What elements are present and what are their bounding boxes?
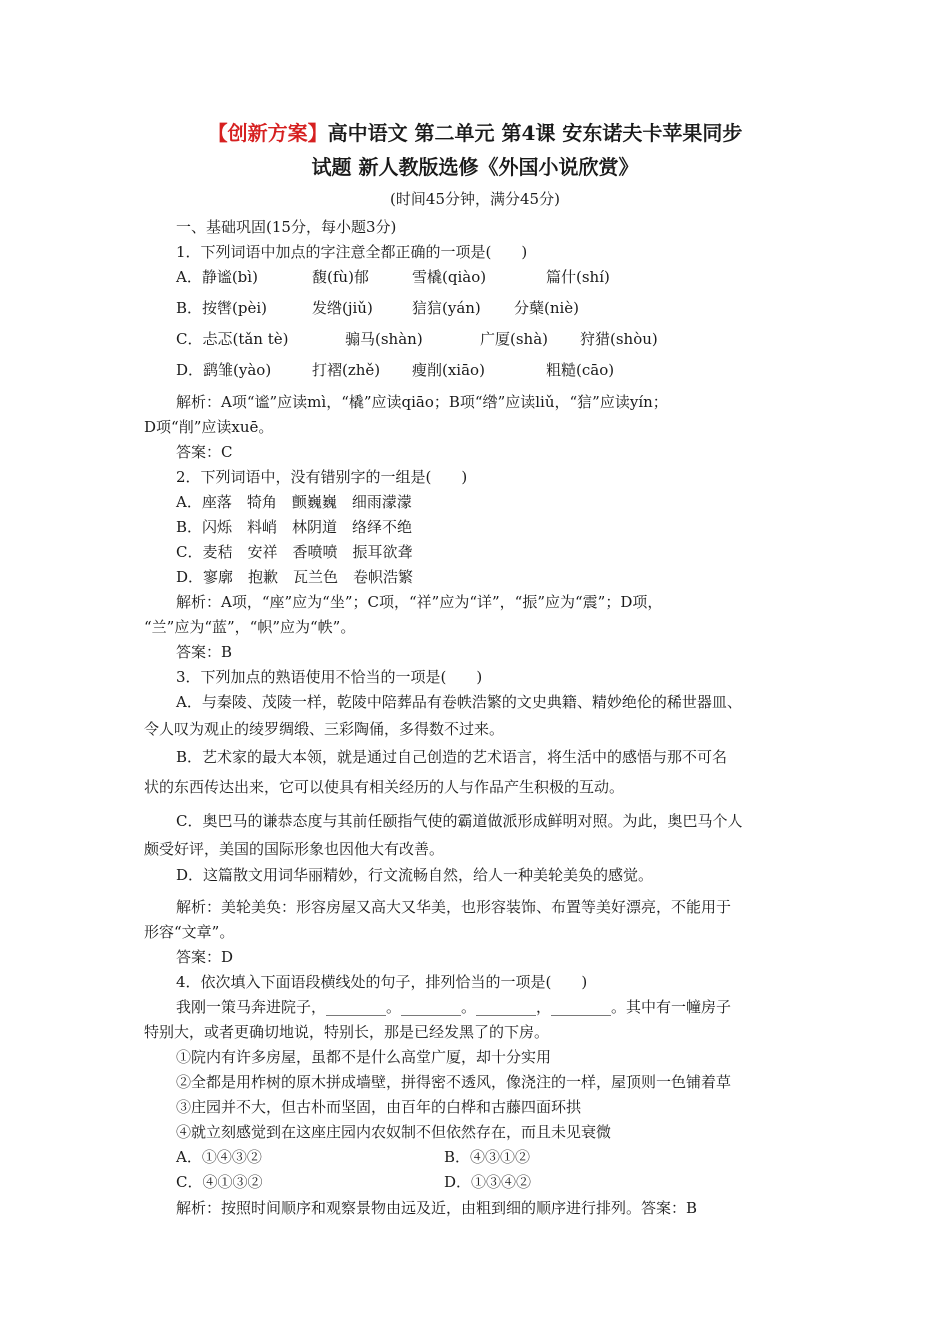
- q3-analysis-1: 解析：美轮美奂：形容房屋又高大又华美，也形容装饰、布置等美好漂亮，不能用于: [176, 898, 732, 916]
- q3-opt-c-2: 颇受好评，美国的国际形象也因他大有改善。: [144, 840, 445, 858]
- q4-sentence-3: ③庄园并不大，但古朴而坚固，由百年的白桦和古藤四面环拱: [176, 1098, 582, 1116]
- q1-opt-a-3: 雪橇(qiào): [412, 268, 487, 286]
- q1-opt-b-4: 分蘖(niè): [514, 299, 580, 317]
- q3-opt-b-1: B．艺术家的最大本领，就是通过自己创造的艺术语言，将生活中的感悟与那不可名: [176, 748, 728, 766]
- q1-opt-b-1: B．按辔(pèi): [176, 299, 268, 317]
- q4-sentence-1: ①院内有许多房屋，虽都不是什么高堂广厦，却十分实用: [176, 1048, 552, 1066]
- q4-sentence-2: ②全都是用柞树的原木拼成墙壁，拼得密不透风，像浇注的一样，屋顶则一色铺着草: [176, 1073, 732, 1091]
- time-score-note: (时间45分钟，满分45分): [390, 190, 560, 208]
- q4-analysis: 解析：按照时间顺序和观察景物由远及近，由粗到细的顺序进行排列。答案：B: [176, 1199, 698, 1217]
- q4-opt-b: B．④③①②: [444, 1148, 531, 1166]
- q1-opt-a-2: 馥(fù)郁: [312, 268, 369, 286]
- title-prefix: 【创新方案】: [207, 121, 328, 145]
- q2-opt-c: C．麦秸 安祥 香喷喷 振耳欲聋: [176, 543, 413, 561]
- document-title-line2: 试题 新人教版选修《外国小说欣赏》: [311, 155, 639, 179]
- q3-answer: 答案：D: [176, 948, 234, 966]
- q4-passage-1: 我刚一策马奔进院子，________。________。________，________。其中有一幢房子: [176, 998, 732, 1016]
- q4-stem: 4．依次填入下面语段横线处的句子，排列恰当的一项是( ): [176, 973, 588, 991]
- q1-opt-c-4: 狩猎(shòu): [580, 330, 658, 348]
- q1-opt-c-1: C．忐忑(tǎn tè): [176, 330, 289, 348]
- q1-opt-d-2: 打褶(zhě): [312, 361, 381, 379]
- q4-passage-2: 特别大，或者更确切地说，特别长，那是已经发黑了的下房。: [144, 1023, 550, 1041]
- q4-sentence-4: ④就立刻感觉到在这座庄园内农奴制不但依然存在，而且未见衰微: [176, 1123, 612, 1141]
- q1-opt-c-2: 骟马(shàn): [345, 330, 423, 348]
- q2-stem: 2．下列词语中，没有错别字的一组是( ): [176, 468, 468, 486]
- title-rest: 高中语文 第二单元 第4课 安东诺夫卡苹果同步: [327, 121, 743, 145]
- q3-opt-b-2: 状的东西传达出来，它可以使具有相关经历的人与作品产生积极的互动。: [144, 778, 625, 796]
- q1-analysis-1: 解析：A项“谧”应读mì，“橇”应读qiāo；B项“绺”应读liǔ，“狺”应读yín；: [176, 393, 668, 411]
- q2-opt-d: D．寥廓 抱歉 瓦兰色 卷帜浩繁: [176, 568, 414, 586]
- q3-opt-a-2: 令人叹为观止的绫罗绸缎、三彩陶俑，多得数不过来。: [144, 720, 505, 738]
- q4-opt-c: C．④①③②: [176, 1173, 263, 1191]
- q1-opt-b-3: 狺狺(yán): [412, 299, 481, 317]
- q1-stem: 1．下列词语中加点的字注意全都正确的一项是( ): [176, 243, 528, 261]
- q2-analysis-1: 解析：A项，“座”应为“坐”；C项，“祥”应为“详”，“振”应为“震”；D项，: [176, 593, 663, 611]
- q2-opt-b: B．闪烁 料峭 林阴道 络绎不绝: [176, 518, 413, 536]
- q1-opt-d-1: D．鹞雏(yào): [176, 361, 272, 379]
- q4-opt-a: A．①④③②: [176, 1148, 262, 1166]
- q3-opt-a-1: A．与秦陵、茂陵一样，乾陵中陪葬品有卷帙浩繁的文史典籍、精妙绝伦的稀世器皿、: [176, 693, 742, 711]
- q2-answer: 答案：B: [176, 643, 233, 661]
- q3-analysis-2: 形容“文章”。: [144, 923, 235, 941]
- q1-opt-d-4: 粗糙(cāo): [546, 361, 615, 379]
- section-heading: 一、基础巩固(15分，每小题3分): [176, 218, 397, 236]
- q3-opt-c-1: C．奥巴马的谦恭态度与其前任颐指气使的霸道做派形成鲜明对照。为此，奥巴马个人: [176, 812, 743, 830]
- q4-opt-d: D．①③④②: [444, 1173, 532, 1191]
- q2-opt-a: A．座落 犄角 颤巍巍 细雨濛濛: [176, 493, 412, 511]
- q1-analysis-2: D项“削”应读xuē。: [144, 418, 274, 436]
- q3-stem: 3．下列加点的熟语使用不恰当的一项是( ): [176, 668, 483, 686]
- q2-analysis-2: “兰”应为“蓝”，“帜”应为“帙”。: [144, 618, 356, 636]
- q1-opt-b-2: 发绺(jiǔ): [312, 299, 373, 317]
- q3-opt-d-1: D．这篇散文用词华丽精妙，行文流畅自然，给人一种美轮美奂的感觉。: [176, 866, 654, 884]
- q1-opt-c-3: 广厦(shà): [480, 330, 549, 348]
- document-title-line1: [0, 118, 950, 148]
- q1-opt-a-4: 篇什(shí): [546, 268, 610, 286]
- q1-answer: 答案：C: [176, 443, 233, 461]
- q1-opt-d-3: 瘦削(xiāo): [412, 361, 485, 379]
- q1-opt-a-1: A．静谧(bì): [176, 268, 258, 286]
